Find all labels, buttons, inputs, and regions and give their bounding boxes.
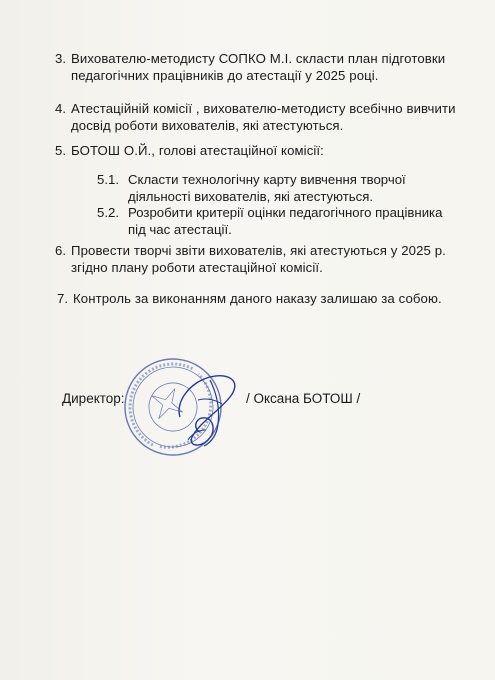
item-number: 3.	[55, 51, 67, 66]
item-line: Провести творчі звіти вихователів, які атестуються у 2025 р.	[71, 243, 446, 258]
item-line: Атестаційній комісії , вихователю-методисту всебічно вивчити	[71, 101, 456, 116]
item-number: 6.	[55, 243, 67, 258]
handwritten-signature	[170, 362, 250, 452]
item-number: 7.	[57, 291, 69, 306]
item-line: згідно плану роботи атестаційної комісії.	[71, 260, 323, 275]
item-line: Вихователю-методисту СОПКО М.І. скласти план підготовки	[71, 51, 446, 66]
subitem-number: 5.1.	[97, 172, 119, 187]
subitem-number: 5.2.	[97, 205, 119, 220]
subitem-line: Скласти технологічну карту вивчення творчої	[128, 172, 406, 187]
item-line: БОТОШ О.Й., голові атестаційної комісії:	[71, 143, 324, 158]
item-line: досвід роботи вихователів, які атестуються.	[71, 118, 344, 133]
director-title: Директор:	[62, 391, 125, 406]
item-number: 4.	[55, 101, 67, 116]
item-line: педагогічних працівників до атестації у 2025 році.	[71, 68, 379, 83]
item-line: Контроль за виконанням даного наказу залишаю за собою.	[73, 291, 442, 306]
item-number: 5.	[55, 143, 67, 158]
director-name: / Оксана БОТОШ /	[246, 391, 361, 406]
subitem-line: Розробити критерії оцінки педагогічного працівника	[128, 205, 443, 220]
subitem-line: діяльності вихователів, які атестуються.	[128, 189, 374, 204]
subitem-line: під час атестації.	[128, 222, 232, 237]
